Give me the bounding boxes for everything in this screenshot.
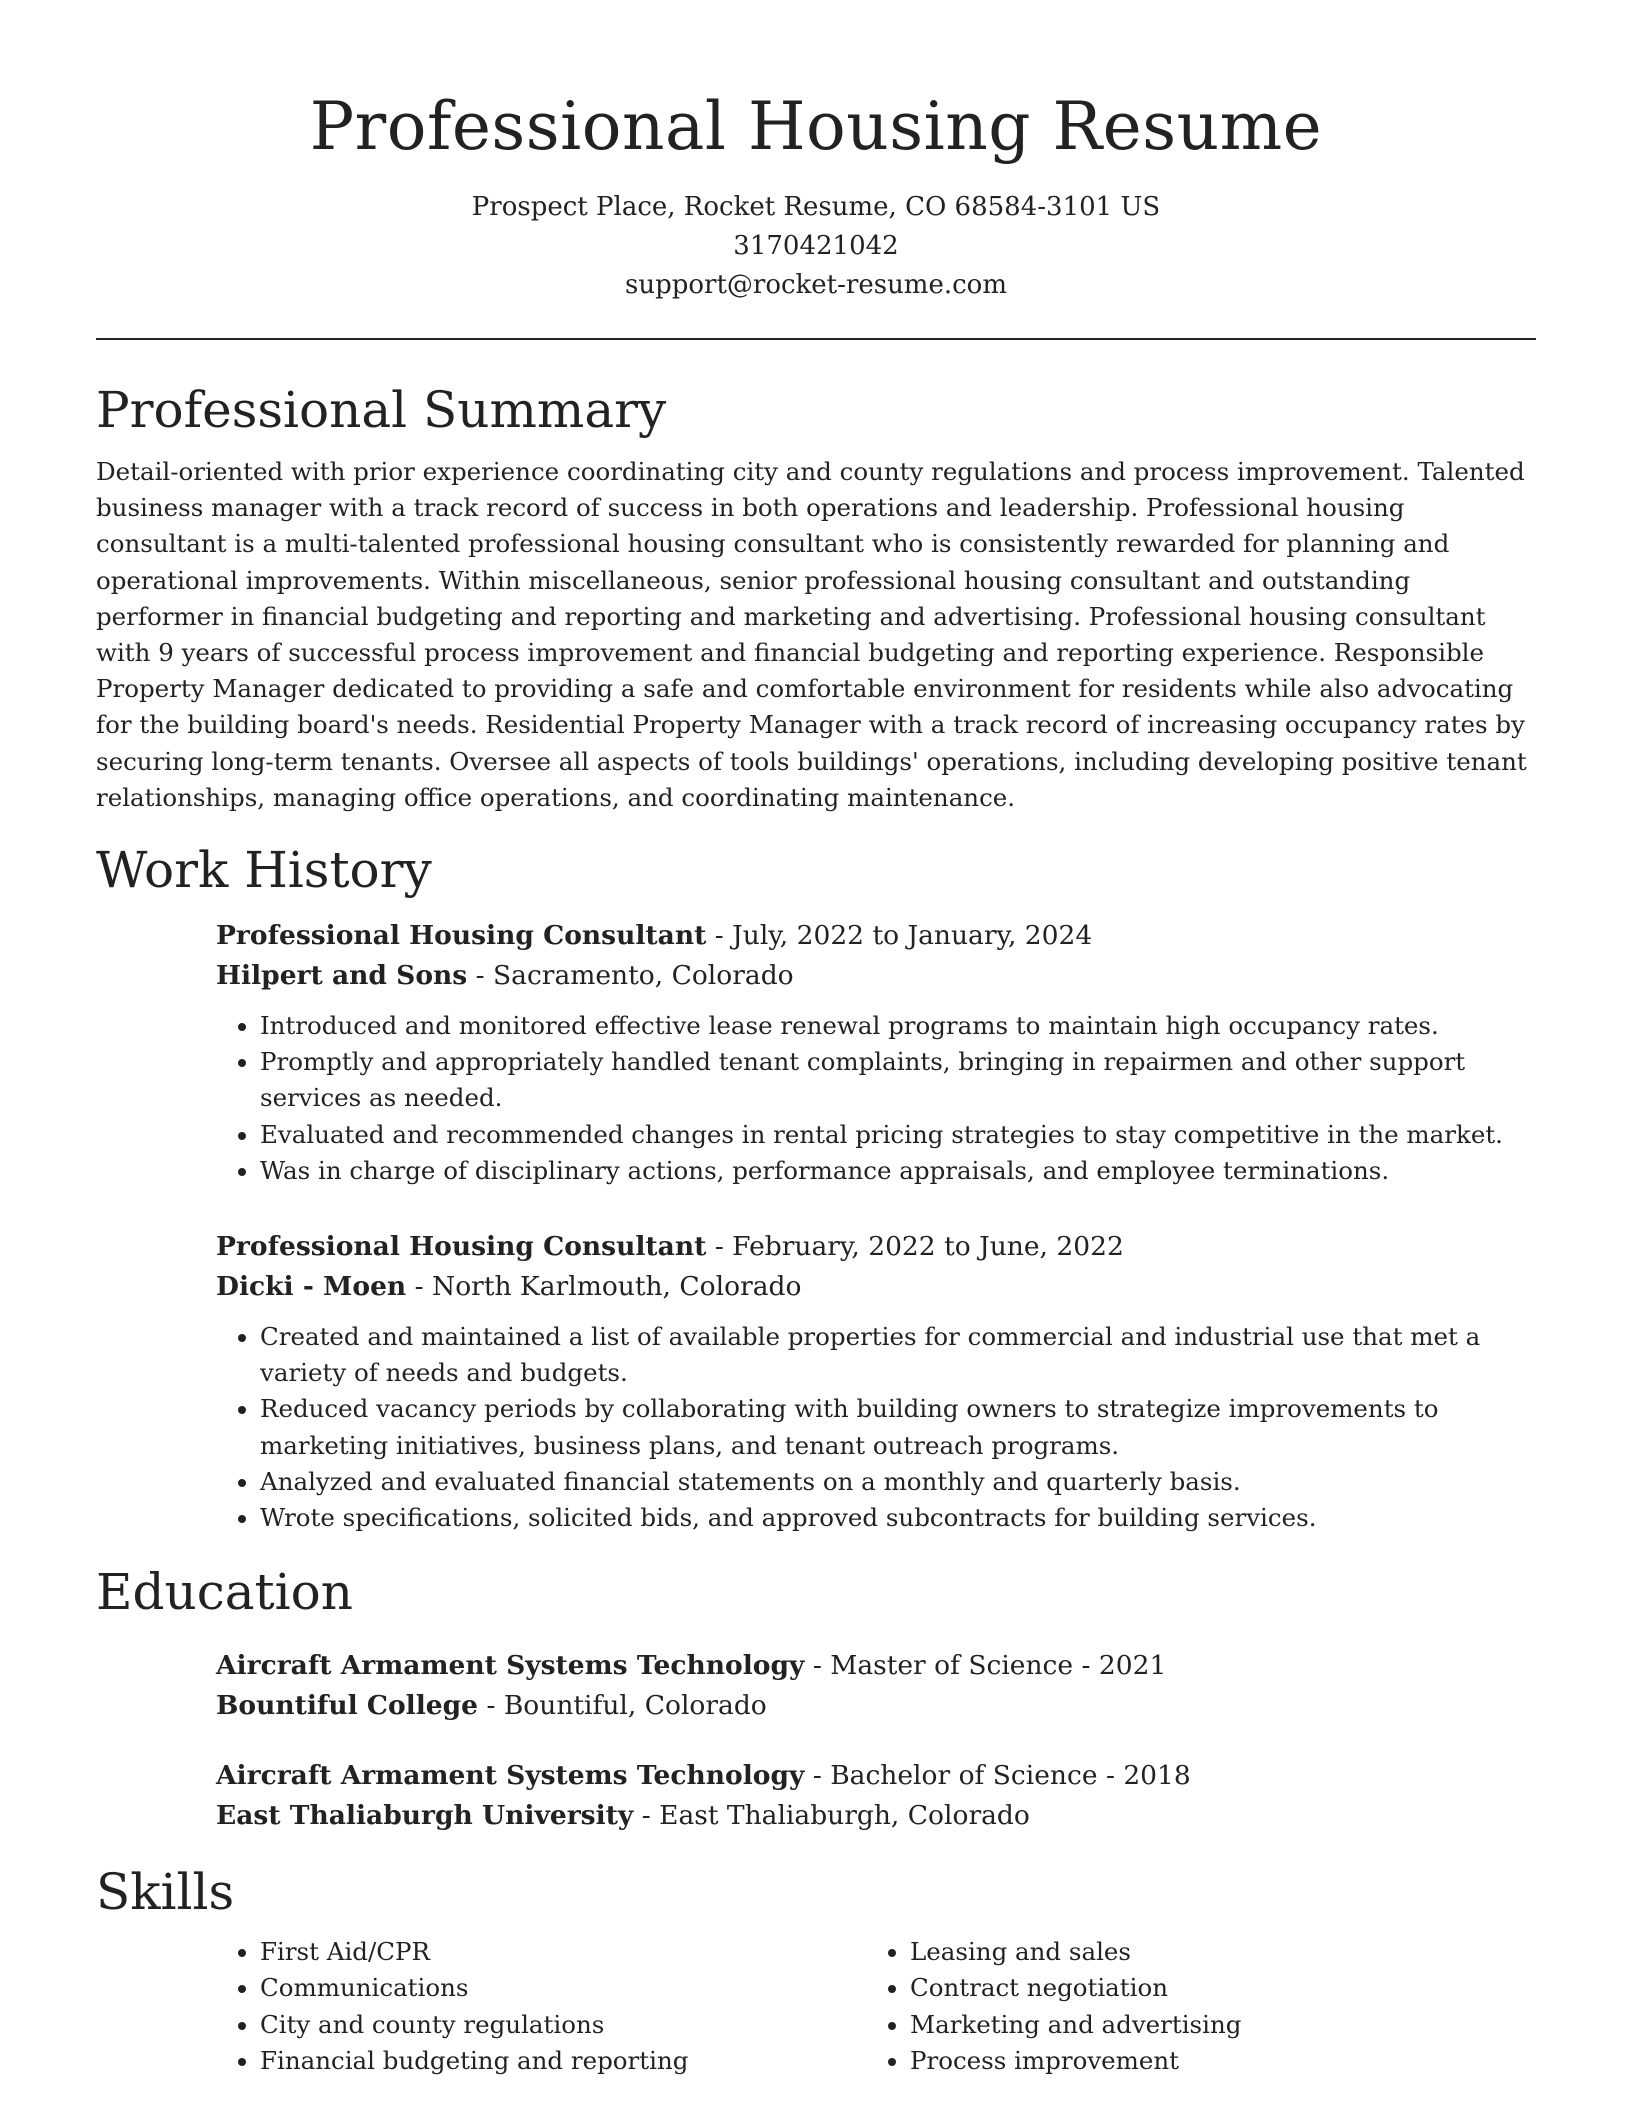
education-location: - Bountiful, Colorado [478,1690,767,1722]
job-bullet: • Reduced vacancy periods by collaborating with building owners to strategize improvements to marketing initiatives, business plans, and tenant outreach programs. [260,1391,1536,1463]
job-position: Professional Housing Consultant [216,920,707,952]
job-title-line [216,916,1536,956]
skills-column-right [866,1934,1516,2079]
skill-item: • Leasing and sales [910,1934,1516,1970]
education-field: Aircraft Armament Systems Technology [216,1760,805,1792]
skill-item: • Financial budgeting and reporting [260,2043,866,2079]
skill-item: • Contract negotiation [910,1970,1516,2006]
skill-item: • First Aid/CPR [260,1934,866,1970]
skill-item: • Communications [260,1970,866,2006]
job-entry [216,916,1536,1189]
job-bullet-list [216,1008,1536,1189]
job-location: - North Karlmouth, Colorado [406,1271,802,1303]
job-dates: - February, 2022 to June, 2022 [706,1231,1124,1263]
education-entry [216,1756,1536,1836]
education-degree: - Master of Science [804,1650,1074,1682]
contact-phone: 3170421042 [733,231,899,261]
job-title-line [216,1227,1536,1267]
job-bullet: • Evaluated and recommended changes in rental pricing strategies to stay competitive in the market. [260,1117,1536,1153]
job-bullet: • Promptly and appropriately handled tenant complaints, bringing in repairmen and other support services as needed. [260,1044,1536,1116]
job-dates: - July, 2022 to January, 2024 [706,920,1093,952]
skill-item: • Marketing and advertising [910,2007,1516,2043]
education-degree: - Bachelor of Science [804,1760,1098,1792]
contact-email: support@rocket-resume.com [624,270,1007,300]
skills-column-left [216,1934,866,2079]
education-heading: Education [96,1563,353,1622]
education-year: - 2018 [1097,1760,1191,1792]
job-company-line [216,1267,1536,1307]
education-year: - 2021 [1073,1650,1167,1682]
education-location: - East Thaliaburgh, Colorado [633,1800,1030,1832]
skill-item: • Process improvement [910,2043,1516,2079]
education-school-line [216,1796,1536,1836]
education-field: Aircraft Armament Systems Technology [216,1650,805,1682]
job-company-line [216,956,1536,996]
education-entry [216,1646,1536,1726]
job-bullet: • Was in charge of disciplinary actions, performance appraisals, and employee terminations. [260,1153,1536,1189]
education-school-line [216,1686,1536,1726]
job-bullet: • Analyzed and evaluated financial statements on a monthly and quarterly basis. [260,1464,1536,1500]
resume-page [96,0,1536,2079]
job-location: - Sacramento, Colorado [467,960,794,992]
education-degree-line [216,1756,1536,1796]
resume-header [96,0,1536,305]
skills-heading: Skills [96,1863,235,1922]
work-history-heading: Work History [96,841,432,900]
summary-heading: Professional Summary [96,381,667,439]
education-degree-line [216,1646,1536,1686]
job-entry [216,1227,1536,1536]
education-school: East Thaliaburgh University [216,1800,634,1832]
job-company: Hilpert and Sons [216,960,468,992]
job-bullet: • Introduced and monitored effective lease renewal programs to maintain high occupancy rates. [260,1008,1536,1044]
education-school: Bountiful College [216,1690,479,1722]
job-position: Professional Housing Consultant [216,1231,707,1263]
header-divider [96,338,1536,340]
skills-list [216,1934,1536,2079]
resume-name: Professional Housing Resume [309,88,1323,165]
skill-item: • City and county regulations [260,2007,866,2043]
job-bullet-list [216,1319,1536,1536]
contact-address: Prospect Place, Rocket Resume, CO 68584-3101 US [471,192,1161,222]
job-bullet: • Created and maintained a list of available properties for commercial and industrial use that met a variety of needs and budgets. [260,1319,1536,1391]
job-company: Dicki - Moen [216,1271,407,1303]
summary-text: Detail-oriented with prior experience coordinating city and county regulations and process improvement. Talented business manager with a track record of success in both operations and leadership. Professional housing consultant is a multi-talented professional housing consultant who is consistently rewarded for planning and operational improvements. Within miscellaneous, senior professional housing consultant and outstanding performer in financial budgeting and reporting and marketing and advertising. Professional housing consultant with 9 years of successful process improvement and financial budgeting and reporting experience. Responsible Property Manager dedicated to providing a safe and comfortable environment for residents while also advocating for the building board's needs. Residential Property Manager with a track record of increasing occupancy rates by securing long-term tenants. Oversee all aspects of tools buildings' operations, including developing positive tenant relationships, managing office operations, and coordinating maintenance. [96,457,1527,812]
job-bullet: • Wrote specifications, solicited bids, and approved subcontracts for building services. [260,1500,1536,1536]
